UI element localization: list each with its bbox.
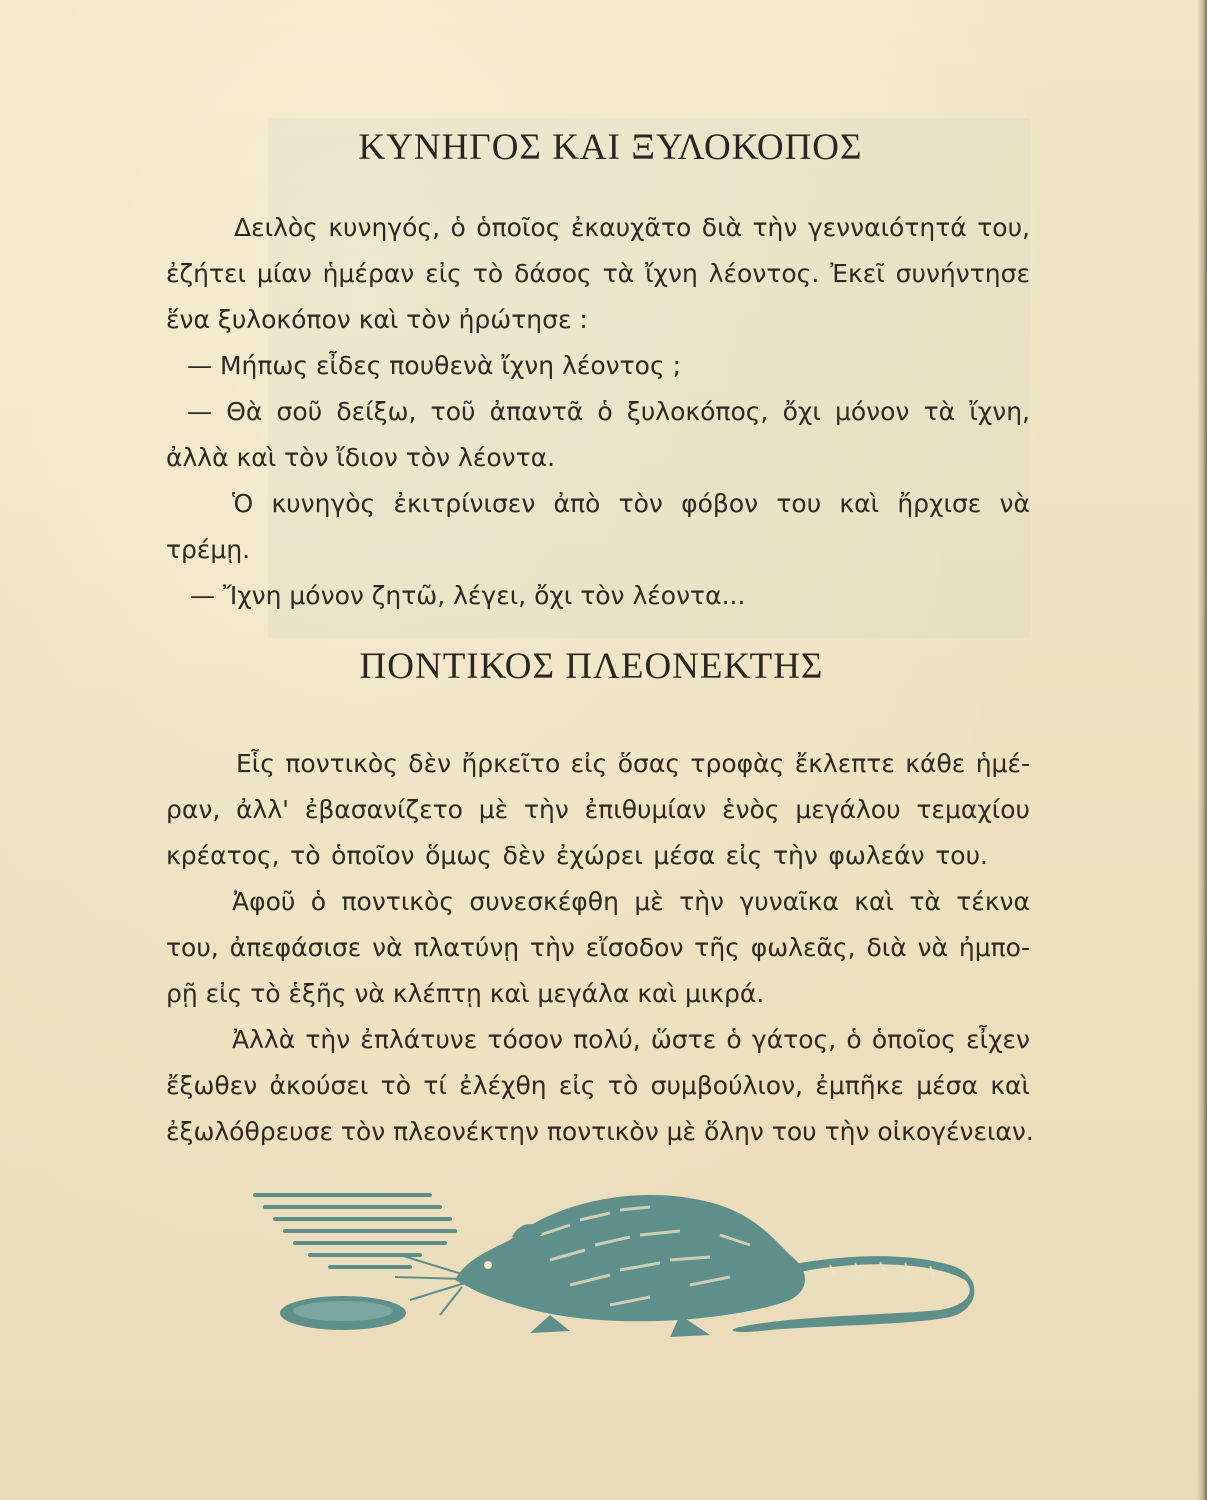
story2-line: ραν, ἀλλ' ἐβασανίζετο μὲ τὴν ἐπιθυμίαν ἑνὸς μεγάλου τεμαχίου [166, 795, 1030, 824]
story2-line: του, ἀπεφάσισε νὰ πλατύνῃ τὴν εἴσοδον τῆς φωλεᾶς, διὰ νὰ ἠμπο- [166, 933, 1030, 962]
story1-line: — Μήπως εἶδες πουθενὰ ἴχνη λέοντος ; [187, 351, 681, 380]
story2-line: Ἀφοῦ ὁ ποντικὸς συνεσκέφθη μὲ τὴν γυναῖκα καὶ τὰ τέκνα [232, 887, 1030, 916]
story-title-greedy-mouse: ΠΟΝΤΙΚΟΣ ΠΛΕΟΝΕΚΤΗΣ [359, 646, 824, 687]
story1-line: ἕνα ξυλοκόπον καὶ τὸν ἠρώτησε : [166, 305, 588, 334]
mouse-illustration [250, 1165, 980, 1365]
story1-line: — Ἴχνη μόνον ζητῶ, λέγει, ὄχι τὸν λέοντα... [190, 581, 746, 610]
story2-line: Ἀλλὰ τὴν ἐπλάτυνε τόσον πολύ, ὥστε ὁ γάτος, ὁ ὁποῖος εἶχεν [232, 1025, 1030, 1054]
story2-line: ἔξωθεν ἀκούσει τὸ τί ἐλέχθη εἰς τὸ συμβούλιον, ἐμπῆκε μέσα καὶ [166, 1071, 1030, 1100]
story1-line: τρέμῃ. [166, 535, 251, 564]
story2-line: ρῇ εἰς τὸ ἑξῆς νὰ κλέπτῃ καὶ μεγάλα καὶ μικρά. [166, 979, 765, 1008]
page-binding-edge [1197, 0, 1207, 1500]
mouse-eye [484, 1261, 492, 1269]
story1-line: Δειλὸς κυνηγός, ὁ ὁποῖος ἐκαυχᾶτο διὰ τὴν γενναιότητά του, [234, 213, 1030, 242]
story2-line: Εἷς ποντικὸς δὲν ἤρκεῖτο εἰς ὅσας τροφὰς ἔκλεπτε κάθε ἡμέ- [236, 749, 1030, 778]
whiskers [395, 1255, 465, 1315]
story1-line: — Θὰ σοῦ δείξω, τοῦ ἀπαντᾶ ὁ ξυλοκόπος, ὄχι μόνον τὰ ἴχνη, [187, 397, 1030, 426]
story1-line: Ὁ κυνηγὸς ἐκιτρίνισεν ἀπὸ τὸν φόβον του καὶ ἤρχισε νὰ [232, 489, 1030, 518]
story1-line: ἐζήτει μίαν ἡμέραν εἰς τὸ δάσος τὰ ἴχνη λέοντος. Ἐκεῖ συνήντησε [166, 259, 1030, 288]
motion-lines [255, 1195, 455, 1267]
story1-line: ἀλλὰ καὶ τὸν ἴδιον τὸν λέοντα. [166, 443, 556, 472]
story2-line: κρέατος, τὸ ὁποῖον ὅμως δὲν ἐχώρει μέσα εἰς τὴν φωλεάν του. [166, 841, 988, 870]
story-title-hunter-woodcutter: ΚΥΝΗΓΟΣ ΚΑΙ ΞΥΛΟΚΟΠΟΣ [358, 127, 863, 168]
story2-line: ἐξωλόθρευσε τὸν πλεονέκτην ποντικὸν μὲ ὅλην του τὴν οἰκογένειαν. [166, 1117, 1034, 1146]
